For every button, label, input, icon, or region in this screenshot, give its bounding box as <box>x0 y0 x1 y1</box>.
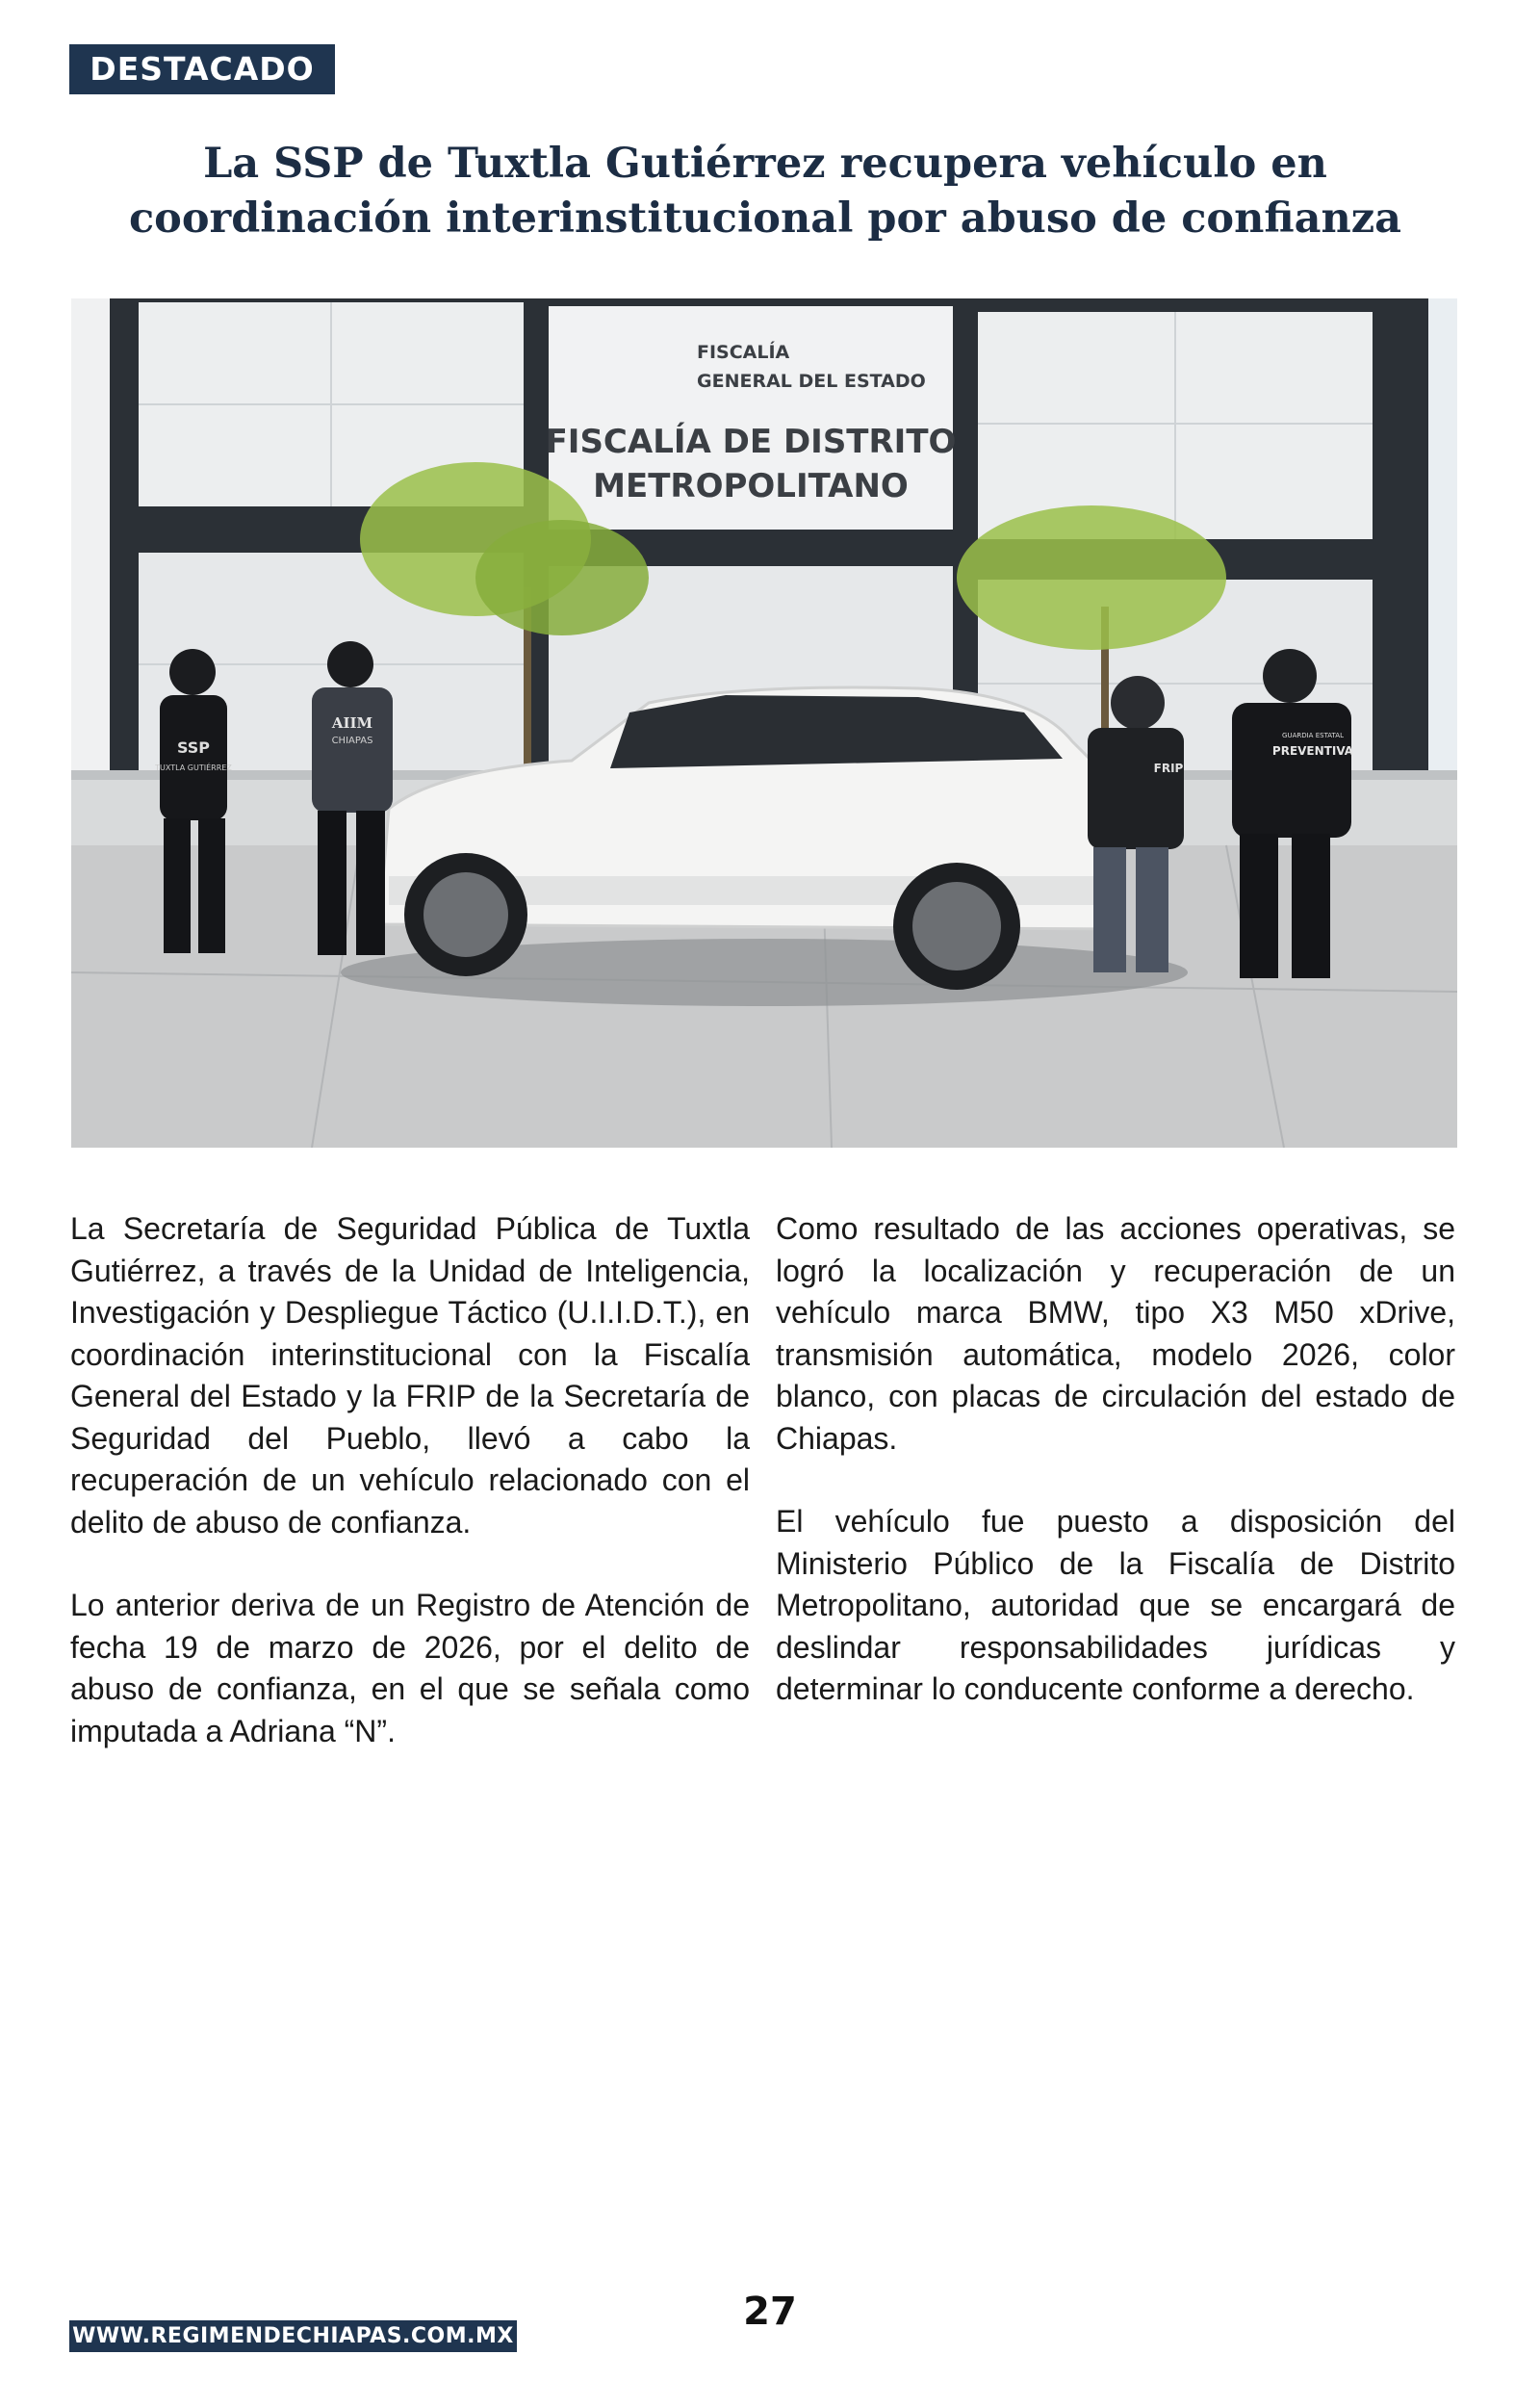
article-photo <box>71 298 1457 1148</box>
article-paragraph: La Secretaría de Seguridad Pública de Tuxtla Gutiérrez, a través de la Unidad de Inteligencia, Investigación y Despliegue Táctico (U.I.I.D.T.), en coordinación interinstitucional con la Fiscalía General del Estado y la FRIP de la Secretaría de Seguridad del Pueblo, llevó a cabo la recuperación de un vehículo relacionado con el delito de abuso de confianza. <box>70 1211 750 1540</box>
vest-aiim-label: AIIM <box>331 714 373 732</box>
sign-metropolitano: METROPOLITANO <box>593 467 909 505</box>
article-column-right <box>776 1208 1455 1752</box>
article-paragraph: El vehículo fue puesto a disposición del Ministerio Público de la Fiscalía de Distrito Metropolitano, autoridad que se encargará de deslindar responsabilidades jurídicas y determinar lo conducente conforme a derecho. <box>776 1504 1455 1706</box>
vest-aiim-sub: CHIAPAS <box>331 736 373 746</box>
vest-ssp-label: SSP <box>176 738 211 757</box>
page-number: 27 <box>743 2290 797 2334</box>
vest-ssp-sub: TUXTLA GUTIÉRREZ <box>155 763 232 772</box>
sign-general-del-estado: GENERAL DEL ESTADO <box>697 371 926 392</box>
article-headline: La SSP de Tuxtla Gutiérrez recupera vehículo en coordinación interinstitucional por abuso de confianza <box>129 140 1401 243</box>
article-column-left <box>70 1208 750 1794</box>
sign-fiscalia: FISCALÍA <box>697 342 790 363</box>
website-link[interactable]: WWW.REGIMENDECHIAPAS.COM.MX <box>69 2320 517 2352</box>
vest-guardia-sub: PREVENTIVA <box>1271 744 1354 758</box>
vest-frip-label: FRIP <box>1153 762 1184 775</box>
article-paragraph: Lo anterior deriva de un Registro de Atención de fecha 19 de marzo de 2026, por el delito de abuso de confianza, en el que se señala como imputada a Adriana “N”. <box>70 1588 750 1748</box>
vest-guardia-label: GUARDIA ESTATAL <box>1282 732 1344 739</box>
article-paragraph: Como resultado de las acciones operativas, se logró la localización y recuperación de un vehículo marca BMW, tipo X3 M50 xDrive, transmisión automática, modelo 2026, color blanco, con placas de circulación del estado de Chiapas. <box>776 1211 1455 1456</box>
sign-fiscalia-de-distrito: FISCALÍA DE DISTRITO <box>545 423 957 461</box>
section-tag: DESTACADO <box>69 44 335 94</box>
